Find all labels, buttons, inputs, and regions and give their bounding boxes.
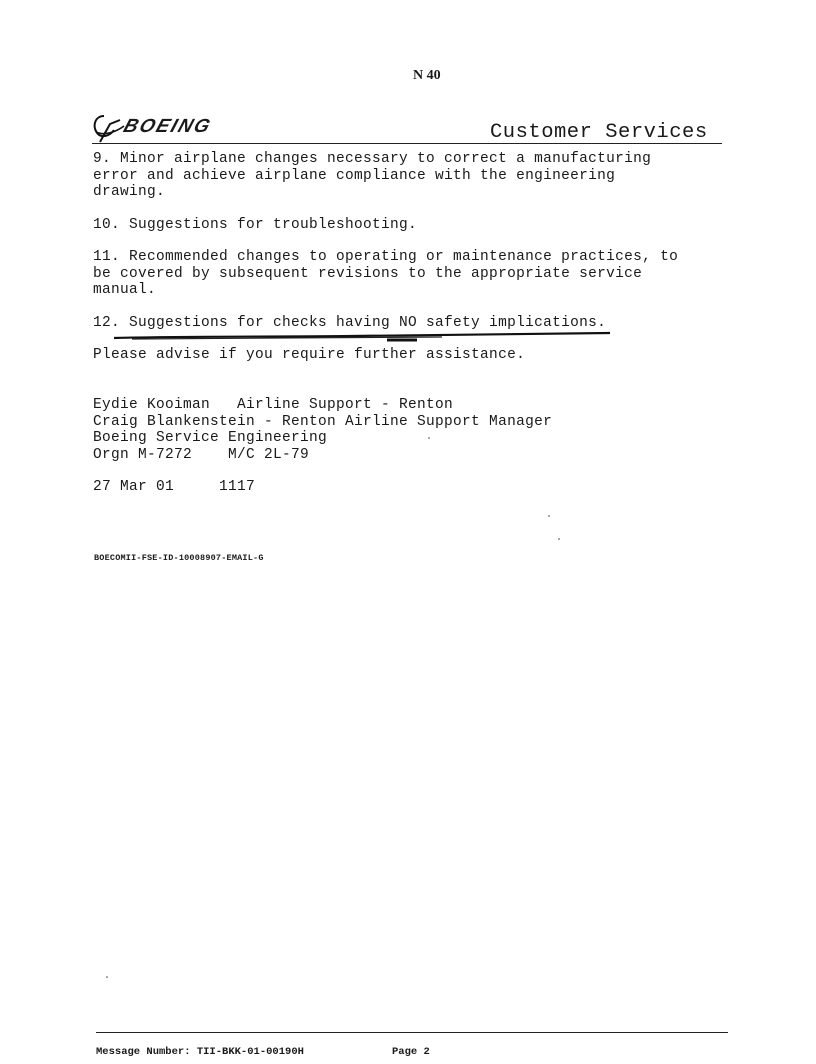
list-item-10: 10. Suggestions for troubleshooting.: [93, 217, 418, 233]
signature-block: [93, 397, 552, 463]
signature-line-2: Craig Blankenstein - Renton Airline Support Manager: [93, 413, 553, 430]
scan-speck: [428, 437, 430, 439]
closing-line: Please advise if you require further assistance.: [93, 347, 526, 363]
signature-line-1: Eydie Kooiman Airline Support - Renton: [93, 397, 454, 413]
footer-message-number: Message Number: TII-BKK-01-00190H: [96, 1046, 304, 1058]
list-item-11: 11. Recommended changes to operating or maintenance practices, to be covered by subsequent revisions to the appropriate service manual.: [93, 249, 679, 299]
reference-code: BOECOMII-FSE-ID-10008907-EMAIL-G: [94, 553, 264, 563]
header-title: Customer Services: [490, 121, 708, 144]
list-item-12: 12. Suggestions for checks having NO safety implications.: [93, 315, 607, 331]
scan-speck: [558, 538, 560, 540]
footer-page-number: Page 2: [392, 1046, 430, 1058]
handwritten-page-stamp: N 40: [413, 68, 441, 83]
scan-speck: [106, 976, 108, 978]
list-item-9: 9. Minor airplane changes necessary to correct a manufacturing error and achieve airplane compliance with the engineering drawing.: [93, 151, 652, 201]
boeing-logo-wordmark: BOEING: [120, 116, 215, 137]
scan-speck: [548, 515, 550, 517]
signature-line-4: Orgn M-7272 M/C 2L-79: [93, 446, 310, 463]
footer-divider: [96, 1032, 728, 1033]
signature-line-3: Boeing Service Engineering: [93, 430, 328, 447]
handwritten-underline: [112, 328, 612, 342]
date-time-line: 27 Mar 01 1117: [93, 479, 256, 495]
header-divider: [92, 143, 722, 144]
